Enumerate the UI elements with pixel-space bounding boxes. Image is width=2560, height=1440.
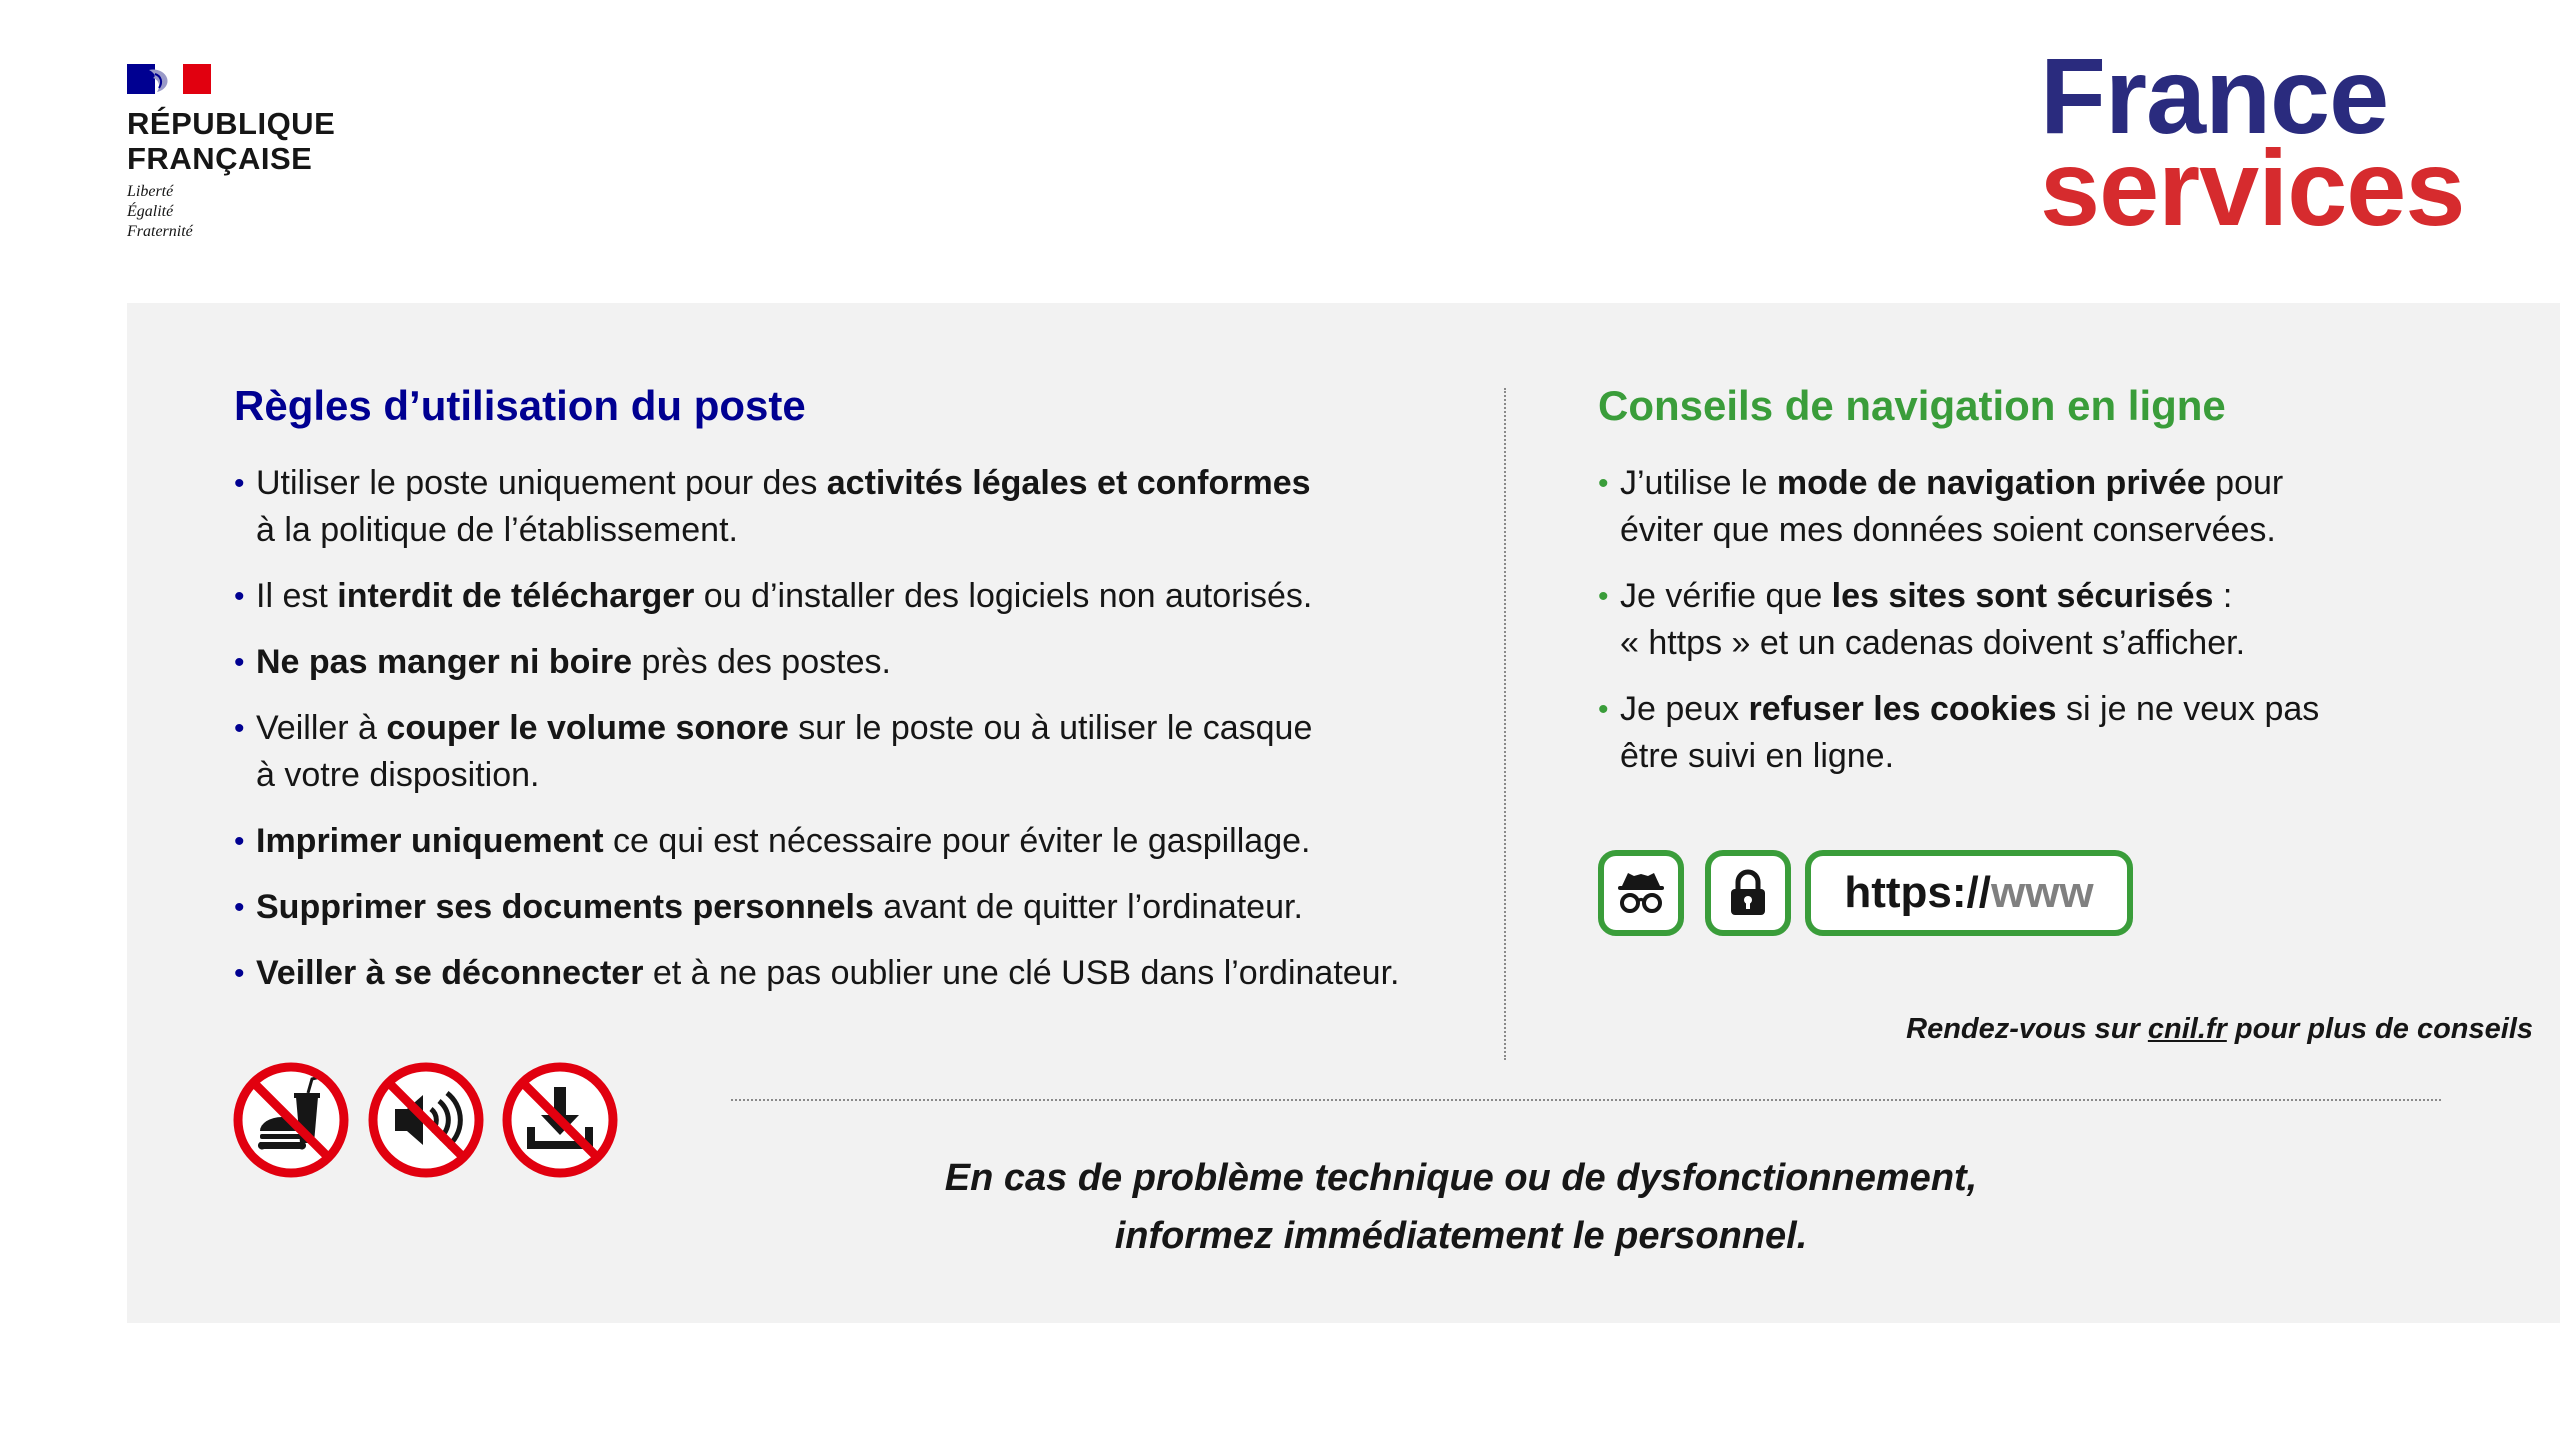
- item-text: :: [2213, 577, 2233, 615]
- motto-egalite: Égalité: [127, 203, 174, 220]
- item-text: ou d’installer des logiciels non autorisés.: [694, 577, 1313, 615]
- navigation-tips-title: Conseils de navigation en ligne: [1598, 382, 2226, 429]
- item-text: sur le poste ou à utiliser le casque: [788, 709, 1313, 747]
- item-emphasis: refuser les cookies: [1748, 690, 2057, 728]
- url-www-text: www: [1990, 868, 2094, 917]
- rule-item: [234, 460, 1574, 554]
- republique-line-1: RÉPUBLIQUE: [127, 106, 336, 141]
- motto-fraternite: Fraternité: [127, 223, 193, 240]
- brand-services: services: [2040, 127, 2465, 248]
- item-emphasis: mode de navigation privée: [1776, 464, 2206, 502]
- item-emphasis: couper le volume sonore: [386, 709, 789, 747]
- item-text: et à ne pas oublier une clé USB dans l’ordinateur.: [643, 954, 1400, 992]
- item-emphasis: Ne pas manger ni boire: [256, 643, 632, 681]
- rule-item: [234, 950, 1574, 997]
- item-text: Je vérifie que: [1620, 577, 1832, 615]
- item-text: ce qui est nécessaire pour éviter le gaspillage.: [603, 822, 1311, 860]
- item-text: Utiliser le poste uniquement pour des: [256, 464, 827, 502]
- republique-line-2: FRANÇAISE: [127, 141, 313, 176]
- item-emphasis: Veiller à se déconnecter: [256, 954, 644, 992]
- horizontal-divider: [731, 1099, 2441, 1101]
- item-emphasis: interdit de télécharger: [337, 577, 695, 615]
- item-text: « https » et un cadenas doivent s’afficher.: [1620, 624, 2246, 662]
- item-text: pour: [2205, 464, 2284, 502]
- item-text: Il est: [256, 577, 338, 615]
- item-text: J’utilise le: [1620, 464, 1777, 502]
- navigation-tip-item: [1598, 686, 2338, 780]
- rule-item: [234, 573, 1574, 620]
- item-text: à la politique de l’établissement.: [256, 511, 738, 549]
- navigation-tip-item: [1598, 460, 2338, 554]
- item-text: si je ne veux pas: [2056, 690, 2320, 728]
- no-sound-icon: [367, 1061, 485, 1179]
- item-emphasis: activités légales et conformes: [826, 464, 1311, 502]
- no-food-drink-icon: [232, 1061, 350, 1179]
- item-emphasis: les sites sont sécurisés: [1831, 577, 2214, 615]
- incognito-icon: [1598, 850, 1684, 936]
- item-emphasis: Supprimer ses documents personnels: [256, 888, 874, 926]
- item-text: être suivi en ligne.: [1620, 737, 1895, 775]
- cnil-post: pour plus de conseils: [2226, 1013, 2533, 1045]
- lock-icon: [1705, 850, 1791, 936]
- item-text: Veiller à: [256, 709, 387, 747]
- marianne-flag-icon: [127, 64, 211, 94]
- rule-item: [234, 705, 1574, 799]
- technical-issue-line-1: En cas de problème technique ou de dysfonctionnement,: [944, 1157, 1978, 1199]
- content-panel: [127, 303, 2560, 1323]
- item-emphasis: Imprimer uniquement: [256, 822, 604, 860]
- item-text: éviter que mes données soient conservées.: [1620, 511, 2276, 549]
- rule-item: [234, 639, 1574, 686]
- motto-liberte: Liberté: [127, 183, 174, 200]
- item-text: avant de quitter l’ordinateur.: [873, 888, 1303, 926]
- cnil-link[interactable]: cnil.fr: [2147, 1013, 2227, 1045]
- rule-item: [234, 818, 1574, 865]
- cnil-pre: Rendez-vous sur: [1906, 1013, 2148, 1045]
- vertical-divider: [1504, 388, 1506, 1060]
- france-services-logo: [2040, 35, 2465, 248]
- technical-issue-line-2: informez immédiatement le personnel.: [1114, 1215, 1808, 1257]
- rules-title: Règles d’utilisation du poste: [234, 382, 806, 429]
- url-https-text: https://: [1844, 868, 1991, 917]
- no-download-icon: [501, 1061, 619, 1179]
- navigation-tip-item: [1598, 573, 2338, 667]
- navigation-tips-list: [1598, 460, 2338, 799]
- cnil-note: [1697, 1011, 2533, 1047]
- brand-france: France: [2040, 35, 2389, 156]
- technical-issue-message: [731, 1149, 2191, 1265]
- republique-francaise-logo: [127, 64, 357, 242]
- https-url-badge: [1805, 850, 2133, 936]
- item-text: Je peux: [1620, 690, 1749, 728]
- item-text: à votre disposition.: [256, 756, 540, 794]
- rule-item: [234, 884, 1574, 931]
- rules-list: [234, 460, 1574, 1016]
- item-text: près des postes.: [632, 643, 891, 681]
